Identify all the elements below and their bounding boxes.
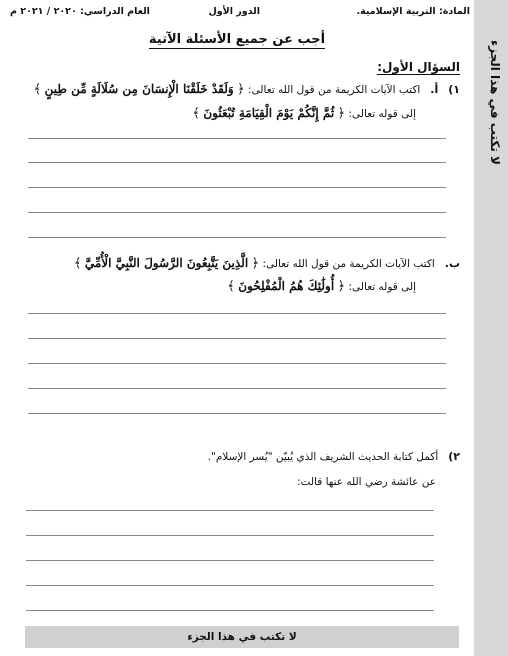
answer-line[interactable] [26,510,434,511]
ornate-bracket-close: ﴾ [33,82,42,97]
subject-label: المادة: التربية الإسلامية. [356,6,470,17]
page-title [0,32,474,47]
question-2-text: أكمل كتابة الحديث الشريف الذي يُبيّن "يُسر الإسلام". [207,451,439,463]
side-note: لا تكتب في هذا الجزء [488,40,502,165]
question-2-narrator: عن عائشة رضي الله عنها قالت: [296,476,436,488]
part-a-verse-start: وَلَقَدْ خَلَقْنَا الْإِنسَانَ مِن سُلَالَةٍ مِّن طِينٍ [44,82,234,96]
part-b-letter: ب. [444,257,460,270]
part-b-intro: اكتب الآيات الكريمة من قول الله تعالى: [262,258,435,270]
part-b-verse-end: أُولَٰئِكَ هُمُ الْمُفْلِحُونَ [238,279,335,293]
footer-notice: لا تكتب في هذا الجزء [25,626,459,648]
question-1-number: ١) [448,83,460,96]
answer-line[interactable] [28,187,446,188]
answer-line[interactable] [28,237,446,238]
question-1-heading [377,60,460,74]
ornate-bracket-close: ﴾ [227,279,235,294]
answer-line[interactable] [28,138,446,139]
answer-line[interactable] [28,388,446,389]
term-label: الدور الأول [208,6,260,17]
part-b-verse-start: الَّذِينَ يَتَّبِعُونَ الرَّسُولَ النَّبِيَّ الْأُمِّيَّ [84,256,249,270]
answer-line[interactable] [28,363,446,364]
question-2-number: ٢) [448,450,460,463]
question-1b-line [74,256,460,271]
part-a-letter: أ. [430,83,439,96]
answer-line[interactable] [28,212,446,213]
answer-line[interactable] [28,313,446,314]
exam-header [10,6,470,24]
answer-line[interactable] [26,585,434,586]
part-a-intro: اكتب الآيات الكريمة من قول الله تعالى: [248,84,421,96]
answer-line[interactable] [26,560,434,561]
answer-line[interactable] [28,338,446,339]
ornate-bracket-close: ﴾ [192,106,200,121]
year-label: العام الدراسي: ٢٠٢٠ / ٢٠٢١ م [10,6,150,17]
answer-line[interactable] [26,535,434,536]
answer-line[interactable] [26,610,434,611]
part-a-to-label: إلى قوله تعالى: [348,108,416,120]
ornate-bracket-open: ﴿ [337,106,346,121]
ornate-bracket-open: ﴿ [337,279,346,294]
question-1-heading-text: السؤال الأول: [377,60,460,74]
part-b-to-label: إلى قوله تعالى: [348,281,416,293]
answer-line[interactable] [28,413,446,414]
page-title-text: أجب عن جميع الأسئلة الآتية [148,32,326,47]
ornate-bracket-open: ﴿ [251,256,260,271]
answer-line[interactable] [28,162,446,163]
question-2-line [208,450,460,463]
ornate-bracket-open: ﴿ [237,82,245,97]
question-1a-line [34,82,460,97]
side-margin-strip [474,0,508,656]
part-a-verse-end: ثُمَّ إِنَّكُمْ يَوْمَ الْقِيَامَةِ تُبْعَثُونَ [203,106,335,120]
question-1b-line-2 [227,279,416,294]
question-1a-line-2 [192,106,416,121]
ornate-bracket-close: ﴾ [73,256,82,271]
